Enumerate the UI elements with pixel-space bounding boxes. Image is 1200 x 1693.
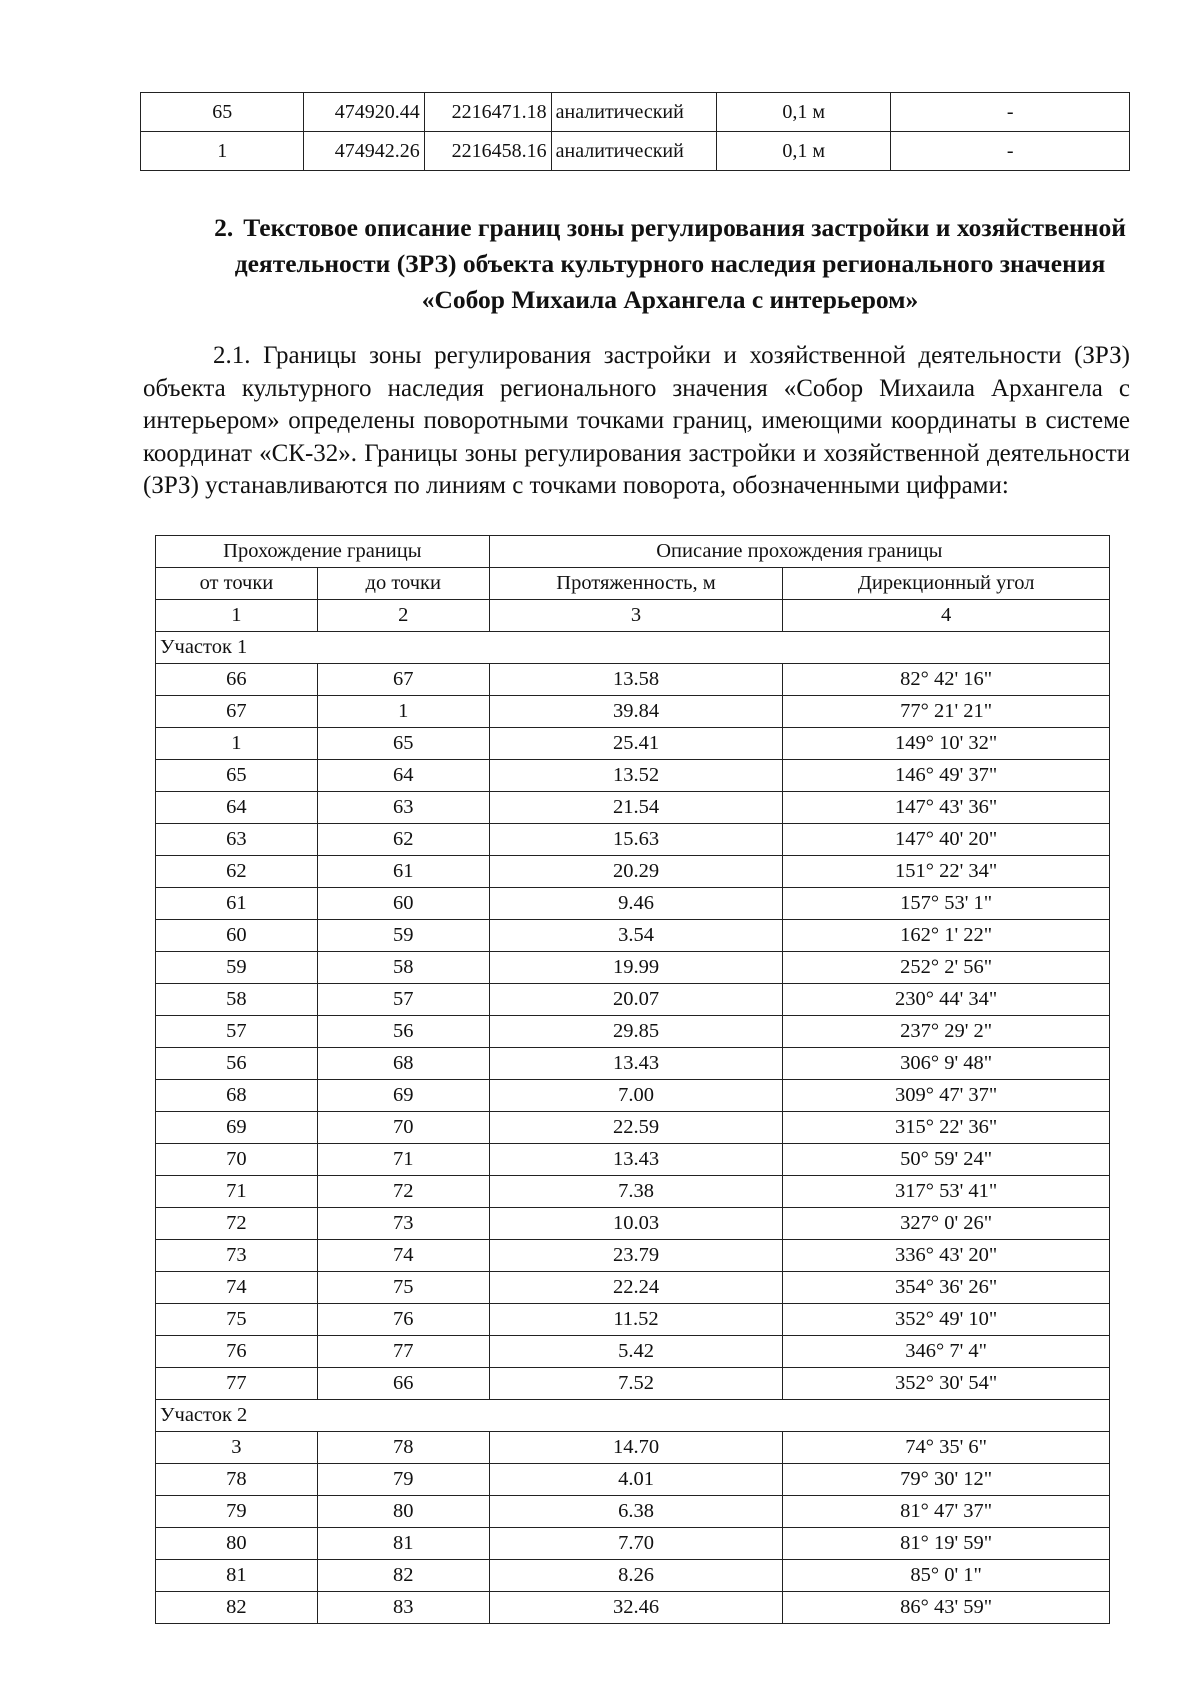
direction-angle: 74° 35' 6" [783,1432,1110,1464]
to-point: 76 [317,1304,489,1336]
segment-length: 32.46 [489,1592,783,1624]
segment-row [156,1528,1110,1560]
segment-row [156,1272,1110,1304]
direction-angle: 230° 44' 34" [783,984,1110,1016]
segment-length: 8.26 [489,1560,783,1592]
header-from-point: от точки [156,568,318,600]
segment-length: 7.52 [489,1368,783,1400]
segment-length: 29.85 [489,1016,783,1048]
section-label: Участок 1 [156,632,1110,664]
segment-length: 3.54 [489,920,783,952]
from-point: 62 [156,856,318,888]
direction-angle: 146° 49' 37" [783,760,1110,792]
segment-row [156,888,1110,920]
to-point: 79 [317,1464,489,1496]
from-point: 74 [156,1272,318,1304]
from-point: 72 [156,1208,318,1240]
segment-length: 20.07 [489,984,783,1016]
from-point: 79 [156,1496,318,1528]
segment-length: 22.24 [489,1272,783,1304]
to-point: 70 [317,1112,489,1144]
from-point: 61 [156,888,318,920]
from-point: 77 [156,1368,318,1400]
to-point: 65 [317,728,489,760]
direction-angle: 147° 43' 36" [783,792,1110,824]
from-point: 70 [156,1144,318,1176]
segment-row [156,1112,1110,1144]
segments-table-header [156,536,1110,632]
header-boundary-description: Описание прохождения границы [489,536,1109,568]
to-point: 57 [317,984,489,1016]
from-point: 69 [156,1112,318,1144]
y-coordinate: 2216471.18 [424,93,551,132]
segment-length: 19.99 [489,952,783,984]
point-number: 1 [141,132,304,171]
header-column-numbers-row [156,600,1110,632]
to-point: 72 [317,1176,489,1208]
from-point: 60 [156,920,318,952]
from-point: 68 [156,1080,318,1112]
accuracy: 0,1 м [717,93,891,132]
to-point: 64 [317,760,489,792]
to-point: 61 [317,856,489,888]
direction-angle: 157° 53' 1" [783,888,1110,920]
direction-angle: 317° 53' 41" [783,1176,1110,1208]
segment-length: 6.38 [489,1496,783,1528]
coordinates-row [141,132,1130,171]
segment-length: 23.79 [489,1240,783,1272]
segment-length: 7.70 [489,1528,783,1560]
segment-row [156,1176,1110,1208]
segment-length: 7.00 [489,1080,783,1112]
to-point: 59 [317,920,489,952]
direction-angle: 252° 2' 56" [783,952,1110,984]
to-point: 71 [317,1144,489,1176]
from-point: 58 [156,984,318,1016]
segment-row [156,1048,1110,1080]
to-point: 82 [317,1560,489,1592]
segment-length: 5.42 [489,1336,783,1368]
segment-row [156,664,1110,696]
from-point: 59 [156,952,318,984]
segment-row [156,984,1110,1016]
segment-length: 13.52 [489,760,783,792]
segment-row [156,1144,1110,1176]
boundary-segments-table [155,535,1110,1624]
to-point: 1 [317,696,489,728]
segment-row [156,1240,1110,1272]
determination-method: аналитический [551,93,717,132]
header-columns-row [156,568,1110,600]
to-point: 66 [317,1368,489,1400]
segment-length: 13.43 [489,1048,783,1080]
direction-angle: 352° 49' 10" [783,1304,1110,1336]
direction-angle: 336° 43' 20" [783,1240,1110,1272]
coordinates-table [140,92,1130,171]
section-number: 2. [214,213,234,242]
to-point: 75 [317,1272,489,1304]
direction-angle: 79° 30' 12" [783,1464,1110,1496]
from-point: 75 [156,1304,318,1336]
from-point: 80 [156,1528,318,1560]
direction-angle: 151° 22' 34" [783,856,1110,888]
segment-row [156,696,1110,728]
column-number: 2 [317,600,489,632]
direction-angle: 85° 0' 1" [783,1560,1110,1592]
section-label-row [156,632,1110,664]
from-point: 76 [156,1336,318,1368]
direction-angle: 81° 19' 59" [783,1528,1110,1560]
from-point: 56 [156,1048,318,1080]
determination-method: аналитический [551,132,717,171]
from-point: 1 [156,728,318,760]
segment-length: 14.70 [489,1432,783,1464]
direction-angle: 149° 10' 32" [783,728,1110,760]
direction-angle: 77° 21' 21" [783,696,1110,728]
to-point: 58 [317,952,489,984]
header-length: Протяженность, м [489,568,783,600]
direction-angle: 327° 0' 26" [783,1208,1110,1240]
from-point: 67 [156,696,318,728]
to-point: 74 [317,1240,489,1272]
section-heading [210,210,1130,318]
header-direction-angle: Дирекционный угол [783,568,1110,600]
direction-angle: 81° 47' 37" [783,1496,1110,1528]
from-point: 66 [156,664,318,696]
from-point: 78 [156,1464,318,1496]
segment-length: 39.84 [489,696,783,728]
segment-row [156,1016,1110,1048]
segment-length: 11.52 [489,1304,783,1336]
to-point: 69 [317,1080,489,1112]
segment-length: 10.03 [489,1208,783,1240]
section-paragraph: 2.1. Границы зоны регулирования застройки и хозяйственной деятельности (ЗРЗ) объекта культурного наследия регионального значения «Собор Михаила Архангела с интерьером» определены поворотными точками границ, имеющими координаты в системе координат «СК-32». Границы зоны регулирования застройки и хозяйственной деятельности (ЗРЗ) устанавливаются по линиям с точками поворота, обозначенными цифрами: [143,342,1130,499]
segment-length: 9.46 [489,888,783,920]
direction-angle: 50° 59' 24" [783,1144,1110,1176]
segment-length: 25.41 [489,728,783,760]
column-number: 1 [156,600,318,632]
x-coordinate: 474942.26 [304,132,424,171]
y-coordinate: 2216458.16 [424,132,551,171]
segment-row [156,920,1110,952]
note: - [891,132,1130,171]
coordinates-row [141,93,1130,132]
segment-length: 15.63 [489,824,783,856]
segment-length: 4.01 [489,1464,783,1496]
direction-angle: 315° 22' 36" [783,1112,1110,1144]
to-point: 78 [317,1432,489,1464]
from-point: 3 [156,1432,318,1464]
section-label: Участок 2 [156,1400,1110,1432]
section-label-row [156,1400,1110,1432]
to-point: 63 [317,792,489,824]
note: - [891,93,1130,132]
from-point: 63 [156,824,318,856]
accuracy: 0,1 м [717,132,891,171]
segment-row [156,1208,1110,1240]
from-point: 57 [156,1016,318,1048]
to-point: 80 [317,1496,489,1528]
direction-angle: 86° 43' 59" [783,1592,1110,1624]
segments-table-body [156,632,1110,1624]
column-number: 4 [783,600,1110,632]
coordinates-table-body [141,93,1130,171]
segment-row [156,1336,1110,1368]
from-point: 82 [156,1592,318,1624]
to-point: 68 [317,1048,489,1080]
segment-row [156,792,1110,824]
segment-row [156,1368,1110,1400]
column-number: 3 [489,600,783,632]
segment-row [156,1592,1110,1624]
direction-angle: 82° 42' 16" [783,664,1110,696]
segment-length: 13.43 [489,1144,783,1176]
direction-angle: 147° 40' 20" [783,824,1110,856]
segment-length: 20.29 [489,856,783,888]
to-point: 56 [317,1016,489,1048]
segment-row [156,1496,1110,1528]
segment-row [156,1464,1110,1496]
direction-angle: 354° 36' 26" [783,1272,1110,1304]
segment-row [156,824,1110,856]
direction-angle: 309° 47' 37" [783,1080,1110,1112]
from-point: 64 [156,792,318,824]
segment-length: 13.58 [489,664,783,696]
from-point: 65 [156,760,318,792]
segment-row [156,856,1110,888]
segment-length: 21.54 [489,792,783,824]
from-point: 81 [156,1560,318,1592]
segment-row [156,760,1110,792]
segment-row [156,1432,1110,1464]
header-to-point: до точки [317,568,489,600]
from-point: 71 [156,1176,318,1208]
direction-angle: 352° 30' 54" [783,1368,1110,1400]
to-point: 67 [317,664,489,696]
x-coordinate: 474920.44 [304,93,424,132]
to-point: 62 [317,824,489,856]
segment-length: 22.59 [489,1112,783,1144]
to-point: 77 [317,1336,489,1368]
to-point: 83 [317,1592,489,1624]
direction-angle: 162° 1' 22" [783,920,1110,952]
to-point: 60 [317,888,489,920]
segment-row [156,1080,1110,1112]
direction-angle: 306° 9' 48" [783,1048,1110,1080]
segment-row [156,1560,1110,1592]
segment-row [156,728,1110,760]
to-point: 81 [317,1528,489,1560]
direction-angle: 237° 29' 2" [783,1016,1110,1048]
from-point: 73 [156,1240,318,1272]
header-group-row [156,536,1110,568]
direction-angle: 346° 7' 4" [783,1336,1110,1368]
segment-row [156,952,1110,984]
point-number: 65 [141,93,304,132]
header-boundary-passage: Прохождение границы [156,536,490,568]
segment-row [156,1304,1110,1336]
segment-length: 7.38 [489,1176,783,1208]
to-point: 73 [317,1208,489,1240]
section-heading-text: Текстовое описание границ зоны регулирования застройки и хозяйственной деятельности (ЗРЗ) объекта культурного наследия регионального значения «Собор Михаила Архангела с интерьером» [234,213,1126,314]
